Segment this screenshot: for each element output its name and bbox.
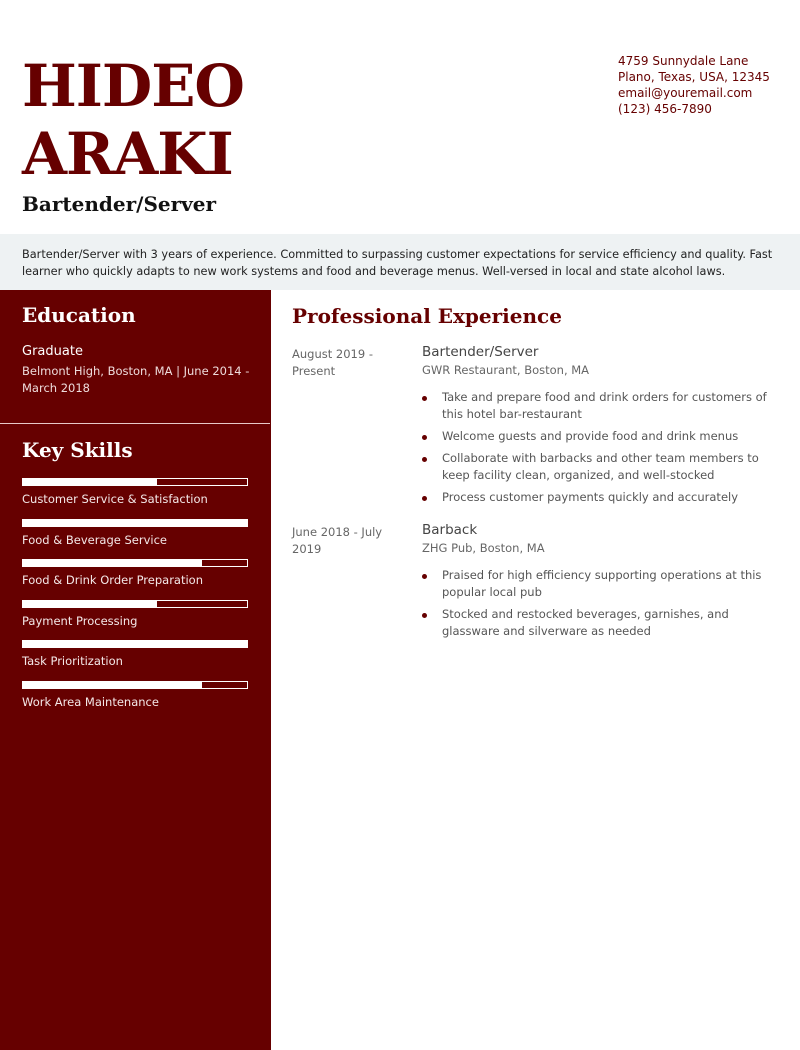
job-bullets (422, 567, 782, 640)
skill-level-fill (23, 682, 202, 688)
address-line-1: 4759 Sunnydale Lane (618, 54, 749, 68)
first-name: HIDEO (22, 52, 244, 120)
job-bullet: Welcome guests and provide food and drink menus (422, 428, 782, 445)
education-degree: Graduate (22, 344, 83, 359)
skill-label: Work Area Maintenance (22, 694, 159, 709)
job-bullet: Collaborate with barbacks and other team members to keep facility clean, organized, and well-stocked (422, 450, 782, 484)
skill-item (22, 559, 248, 600)
job-entry (292, 522, 782, 640)
skill-item (22, 681, 248, 722)
job-dates: June 2018 - July 2019 (292, 525, 383, 556)
skill-level-bar (22, 478, 248, 486)
skill-label: Customer Service & Satisfaction (22, 492, 208, 506)
skill-label: Food & Drink Order Preparation (22, 573, 204, 587)
last-name: ARAKI (22, 120, 233, 188)
job-dates: August 2019 - Present (292, 347, 373, 378)
job-bullet: Take and prepare food and drink orders for customers of this hotel bar-restaurant (422, 389, 782, 423)
skill-level-fill (23, 601, 157, 607)
job-company: GWR Restaurant, Boston, MA (422, 363, 590, 377)
skill-item (22, 519, 248, 560)
email[interactable]: email@youremail.com (618, 86, 753, 100)
job-title: Bartender/Server (22, 192, 217, 216)
skill-level-bar (22, 640, 248, 648)
education-details: Belmont High, Boston, MA | June 2014 - March 2018 (22, 364, 250, 395)
skill-level-fill (23, 641, 247, 647)
education-heading: Education (22, 303, 136, 327)
skill-level-fill (23, 560, 202, 566)
skill-item (22, 640, 248, 681)
skill-item (22, 600, 248, 641)
skills-list (22, 478, 248, 721)
skill-level-fill (23, 520, 247, 526)
job-bullet: Praised for high efficiency supporting operations at this popular local pub (422, 567, 782, 601)
skills-heading: Key Skills (22, 438, 133, 462)
job-bullet: Stocked and restocked beverages, garnishes, and glassware and silverware as needed (422, 606, 782, 640)
job-company: ZHG Pub, Boston, MA (422, 541, 545, 555)
skill-item (22, 478, 248, 519)
contact-info (618, 53, 770, 117)
experience-section (292, 304, 782, 645)
skill-level-bar (22, 559, 248, 567)
skill-level-bar (22, 600, 248, 608)
phone: (123) 456-7890 (618, 102, 712, 116)
skill-label: Food & Beverage Service (22, 532, 168, 547)
skill-label: Task Prioritization (22, 654, 123, 668)
job-title: Barback (422, 522, 478, 538)
candidate-name (22, 52, 244, 188)
summary: Bartender/Server with 3 years of experience. Committed to surpassing customer expectations for service efficiency and quality. Fast learner who quickly adapts to new work systems and food and beverage menus. Well-versed in local and state alcohol laws. (0, 234, 800, 290)
address-line-2: Plano, Texas, USA, 12345 (618, 70, 770, 84)
sidebar (0, 290, 271, 1050)
skill-level-bar (22, 519, 248, 527)
job-bullet: Process customer payments quickly and accurately (422, 489, 782, 506)
job-title: Bartender/Server (422, 344, 539, 360)
skill-level-bar (22, 681, 248, 689)
skill-label: Payment Processing (22, 613, 138, 628)
divider (0, 423, 270, 424)
experience-heading: Professional Experience (292, 304, 562, 328)
skill-level-fill (23, 479, 157, 485)
job-entry (292, 344, 782, 506)
job-bullets (422, 389, 782, 506)
